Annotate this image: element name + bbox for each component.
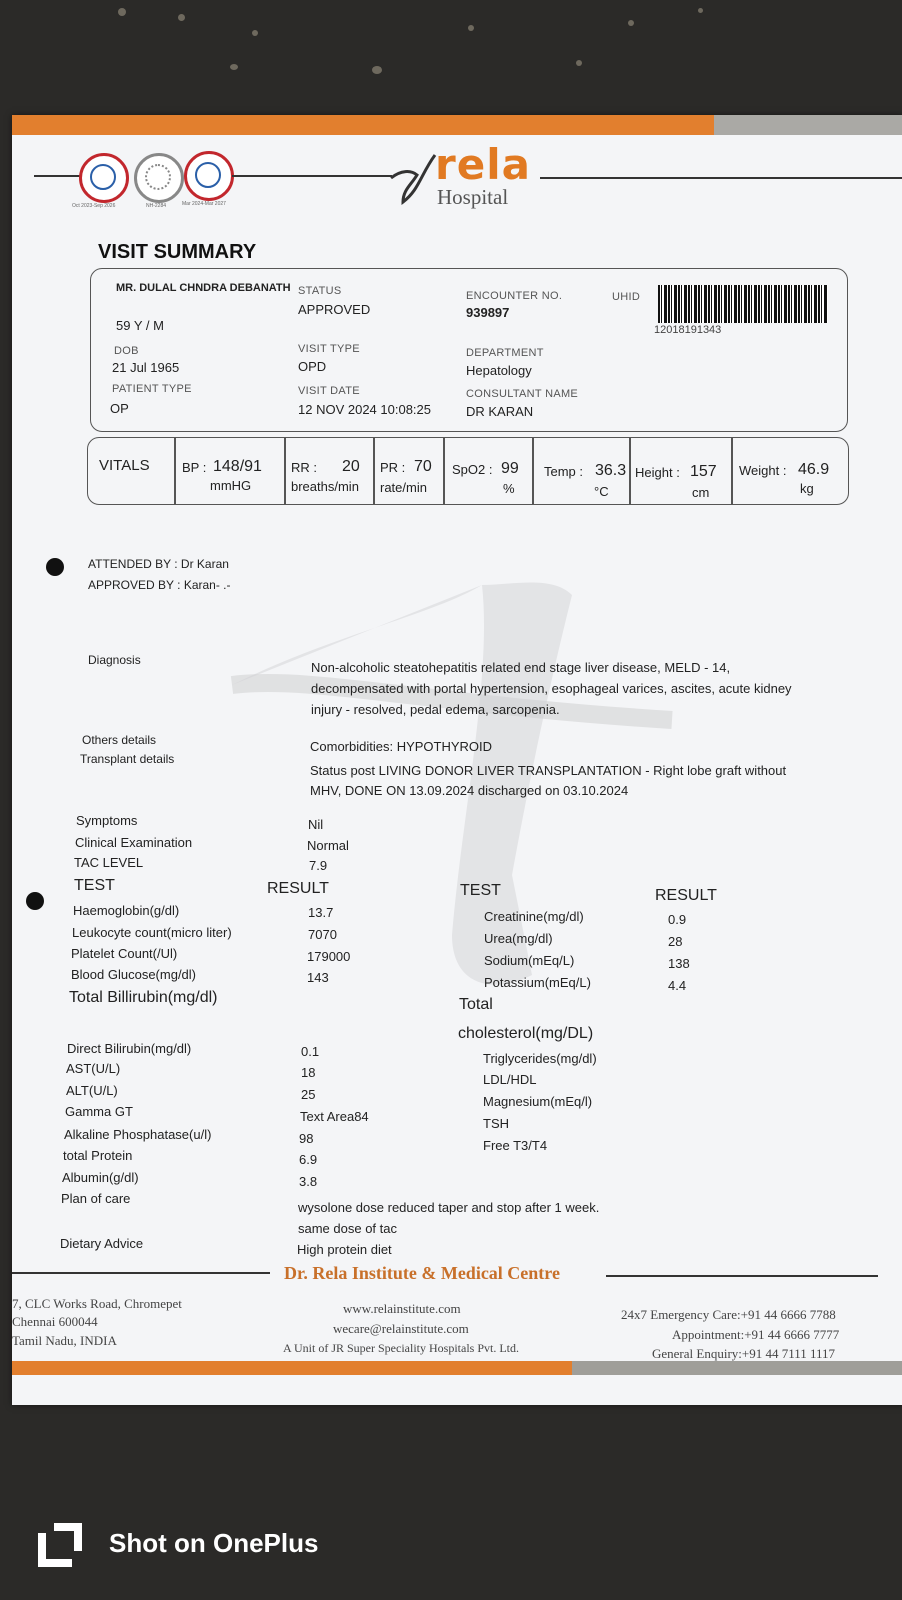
test-name: Blood Glucose(mg/dl) <box>71 967 196 982</box>
rr-value: 20 <box>342 458 360 475</box>
address-line: Chennai 600044 <box>12 1314 98 1329</box>
status-value: APPROVED <box>298 302 371 317</box>
test-result: 28 <box>668 934 683 949</box>
test-result: 4.4 <box>668 978 687 993</box>
test-name: Leukocyte count(micro liter) <box>72 925 232 940</box>
bp-unit: mmHG <box>210 478 252 493</box>
clinical-value: Normal <box>307 838 349 853</box>
total-cholesterol-label: cholesterol(mg/DL) <box>458 1025 594 1042</box>
test-name: Direct Bilirubin(mg/dl) <box>67 1041 192 1056</box>
total-cholesterol-label: Total <box>459 996 493 1013</box>
spo2-label: SpO2 : <box>452 462 493 477</box>
debris <box>576 60 582 66</box>
diagnosis-line: Non-alcoholic steatohepatitis related end stage liver disease, MELD - 14, <box>311 660 731 675</box>
visit-summary-sheet <box>12 115 902 1405</box>
rr-unit: breaths/min <box>291 479 359 494</box>
dob-value: 21 Jul 1965 <box>112 360 180 375</box>
accreditation-seal-icon <box>79 153 129 203</box>
department-label: DEPARTMENT <box>466 347 544 359</box>
test-name: Magnesium(mEq/l) <box>483 1094 593 1109</box>
pr-value: 70 <box>414 458 432 475</box>
test-name: Gamma GT <box>65 1104 133 1119</box>
consultant-label: CONSULTANT NAME <box>466 388 579 400</box>
total-bilirubin-label: Total Billirubin(mg/dl) <box>69 989 218 1006</box>
bp-value: 148/91 <box>213 458 262 475</box>
diagnosis-line: decompensated with portal hypertension, esophageal varices, ascites, acute kidney <box>311 681 792 696</box>
attended-by: ATTENDED BY : Dr Karan <box>88 557 229 571</box>
test-result: 13.7 <box>308 905 334 920</box>
patient-type-value: OP <box>110 401 129 416</box>
header-rule-mid <box>232 175 392 177</box>
debris <box>372 66 382 74</box>
uhid-label: UHID <box>612 291 641 303</box>
test-name: Haemoglobin(g/dl) <box>73 903 180 918</box>
weight-unit: kg <box>800 481 814 496</box>
debris <box>628 20 634 26</box>
bottom-gray-band <box>572 1361 902 1375</box>
test-name: Creatinine(mg/dl) <box>484 909 584 924</box>
debris <box>468 25 474 31</box>
diagnosis-line: injury - resolved, pedal edema, sarcopenia. <box>311 702 560 717</box>
contact-line: General Enquiry:+91 44 7111 1117 <box>652 1346 836 1361</box>
brand-name: rela <box>435 140 531 189</box>
test-result: Text Area84 <box>300 1109 369 1124</box>
test-name: Albumin(g/dl) <box>62 1170 139 1185</box>
test-name: total Protein <box>63 1148 133 1163</box>
brand-subtitle: Hospital <box>437 185 509 209</box>
seal-caption: Mar 2024-Mar 2027 <box>182 201 226 207</box>
camera-watermark-text: Shot on OnePlus <box>109 1528 319 1558</box>
temp-value: 36.3 <box>595 462 627 479</box>
patient-type-label: PATIENT TYPE <box>112 383 192 395</box>
accreditation-seal-icon <box>184 151 234 201</box>
test-result: 0.9 <box>668 912 687 927</box>
test-result: 6.9 <box>299 1152 318 1167</box>
footer-rule-right <box>606 1275 878 1277</box>
footer-rule-left <box>12 1272 270 1274</box>
email-link[interactable]: wecare@relainstitute.com <box>333 1321 469 1336</box>
institute-name: Dr. Rela Institute & Medical Centre <box>284 1263 560 1283</box>
height-label: Height : <box>635 465 680 480</box>
test-result: 18 <box>301 1065 316 1080</box>
vitals-label: VITALS <box>99 457 150 474</box>
rr-label: RR : <box>291 460 317 475</box>
approved-by: APPROVED BY : Karan- .- <box>88 578 231 592</box>
bullet-icon <box>46 558 64 576</box>
age-sex: 59 Y / M <box>116 318 164 333</box>
test-name: Alkaline Phosphatase(u/l) <box>64 1127 212 1142</box>
dob-label: DOB <box>114 345 139 357</box>
unit-line: A Unit of JR Super Speciality Hospitals Pvt. Ltd. <box>283 1341 519 1355</box>
bullet-icon <box>26 892 44 910</box>
oneplus-logo-icon <box>34 1519 86 1571</box>
website-link[interactable]: www.relainstitute.com <box>343 1301 461 1316</box>
bottom-orange-band <box>12 1361 572 1375</box>
transplant-label: Transplant details <box>80 752 175 766</box>
height-value: 157 <box>690 463 717 480</box>
result-header-left: RESULT <box>267 880 329 897</box>
test-name: Potassium(mEq/L) <box>484 975 591 990</box>
test-name: LDL/HDL <box>483 1072 537 1087</box>
accreditation-seal-icon <box>134 153 184 203</box>
test-result: 25 <box>301 1087 316 1102</box>
others-label: Others details <box>82 733 157 747</box>
contact-line: Appointment:+91 44 6666 7777 <box>672 1327 840 1342</box>
debris <box>230 64 238 70</box>
test-result: 3.8 <box>299 1174 318 1189</box>
symptoms-value: Nil <box>308 817 324 832</box>
tac-label: TAC LEVEL <box>74 855 144 870</box>
result-header-right: RESULT <box>655 887 717 904</box>
test-name: ALT(U/L) <box>66 1083 118 1098</box>
test-name: TSH <box>483 1116 509 1131</box>
pr-label: PR : <box>380 460 406 475</box>
debris <box>698 8 703 13</box>
address-line: Tamil Nadu, INDIA <box>12 1333 117 1348</box>
debris <box>118 8 126 16</box>
uhid-value: 12018191343 <box>654 324 722 336</box>
page-title: VISIT SUMMARY <box>98 241 257 263</box>
test-name: Platelet Count(/Ul) <box>71 946 178 961</box>
plan-line: same dose of tac <box>298 1221 397 1236</box>
test-name: Sodium(mEq/L) <box>484 953 575 968</box>
debris <box>252 30 258 36</box>
plan-label: Plan of care <box>61 1191 131 1206</box>
weight-label: Weight : <box>739 463 787 478</box>
test-header-left: TEST <box>74 877 115 894</box>
contact-line: 24x7 Emergency Care:+91 44 6666 7788 <box>621 1307 836 1322</box>
test-name: AST(U/L) <box>66 1061 121 1076</box>
consultant-value: DR KARAN <box>466 404 534 419</box>
debris <box>178 14 185 21</box>
test-result: 7070 <box>308 927 337 942</box>
temp-label: Temp : <box>544 464 584 479</box>
rela-swirl-icon <box>389 150 439 205</box>
clinical-label: Clinical Examination <box>75 835 193 850</box>
spo2-unit: % <box>503 481 515 496</box>
header-rule-left <box>34 175 84 177</box>
encounter-label: ENCOUNTER NO. <box>466 290 563 302</box>
bp-label: BP : <box>182 460 207 475</box>
visit-date-label: VISIT DATE <box>298 385 360 397</box>
height-unit: cm <box>692 485 710 500</box>
address-line: 7, CLC Works Road, Chromepet <box>12 1296 182 1311</box>
status-label: STATUS <box>298 285 342 297</box>
pr-unit: rate/min <box>380 480 427 495</box>
transplant-line: MHV, DONE ON 13.09.2024 discharged on 03.10.2024 <box>310 783 629 798</box>
test-name: Triglycerides(mg/dl) <box>483 1051 597 1066</box>
plan-line: wysolone dose reduced taper and stop after 1 week. <box>298 1200 600 1215</box>
test-result: 138 <box>668 956 690 971</box>
test-name: Free T3/T4 <box>483 1138 548 1153</box>
uhid-barcode <box>658 285 828 323</box>
visit-type-label: VISIT TYPE <box>298 343 360 355</box>
test-result: 98 <box>299 1131 314 1146</box>
visit-type-value: OPD <box>298 359 327 374</box>
tac-value: 7.9 <box>309 858 328 873</box>
test-result: 179000 <box>307 949 351 964</box>
header-rule-right <box>540 177 902 179</box>
diet-label: Dietary Advice <box>60 1236 144 1251</box>
visit-date-value: 12 NOV 2024 10:08:25 <box>298 402 431 417</box>
diagnosis-label: Diagnosis <box>88 653 141 667</box>
seal-caption: Oct 2023-Sep 2026 <box>72 203 116 209</box>
others-value: Comorbidities: HYPOTHYROID <box>310 739 493 754</box>
encounter-value: 939897 <box>466 305 510 320</box>
diet-value: High protein diet <box>297 1242 392 1257</box>
department-value: Hepatology <box>466 363 532 378</box>
symptoms-label: Symptoms <box>76 813 138 828</box>
patient-name: MR. DULAL CHNDRA DEBANATH <box>116 282 291 294</box>
temp-unit: °C <box>594 484 609 499</box>
test-result: 143 <box>307 970 329 985</box>
spo2-value: 99 <box>501 460 519 477</box>
transplant-line: Status post LIVING DONOR LIVER TRANSPLANTATION - Right lobe graft without <box>310 763 787 778</box>
seal-caption: NH-2284 <box>146 203 167 209</box>
test-name: Urea(mg/dl) <box>484 931 553 946</box>
weight-value: 46.9 <box>798 461 830 478</box>
test-result: 0.1 <box>301 1044 320 1059</box>
test-header-right: TEST <box>460 882 501 899</box>
